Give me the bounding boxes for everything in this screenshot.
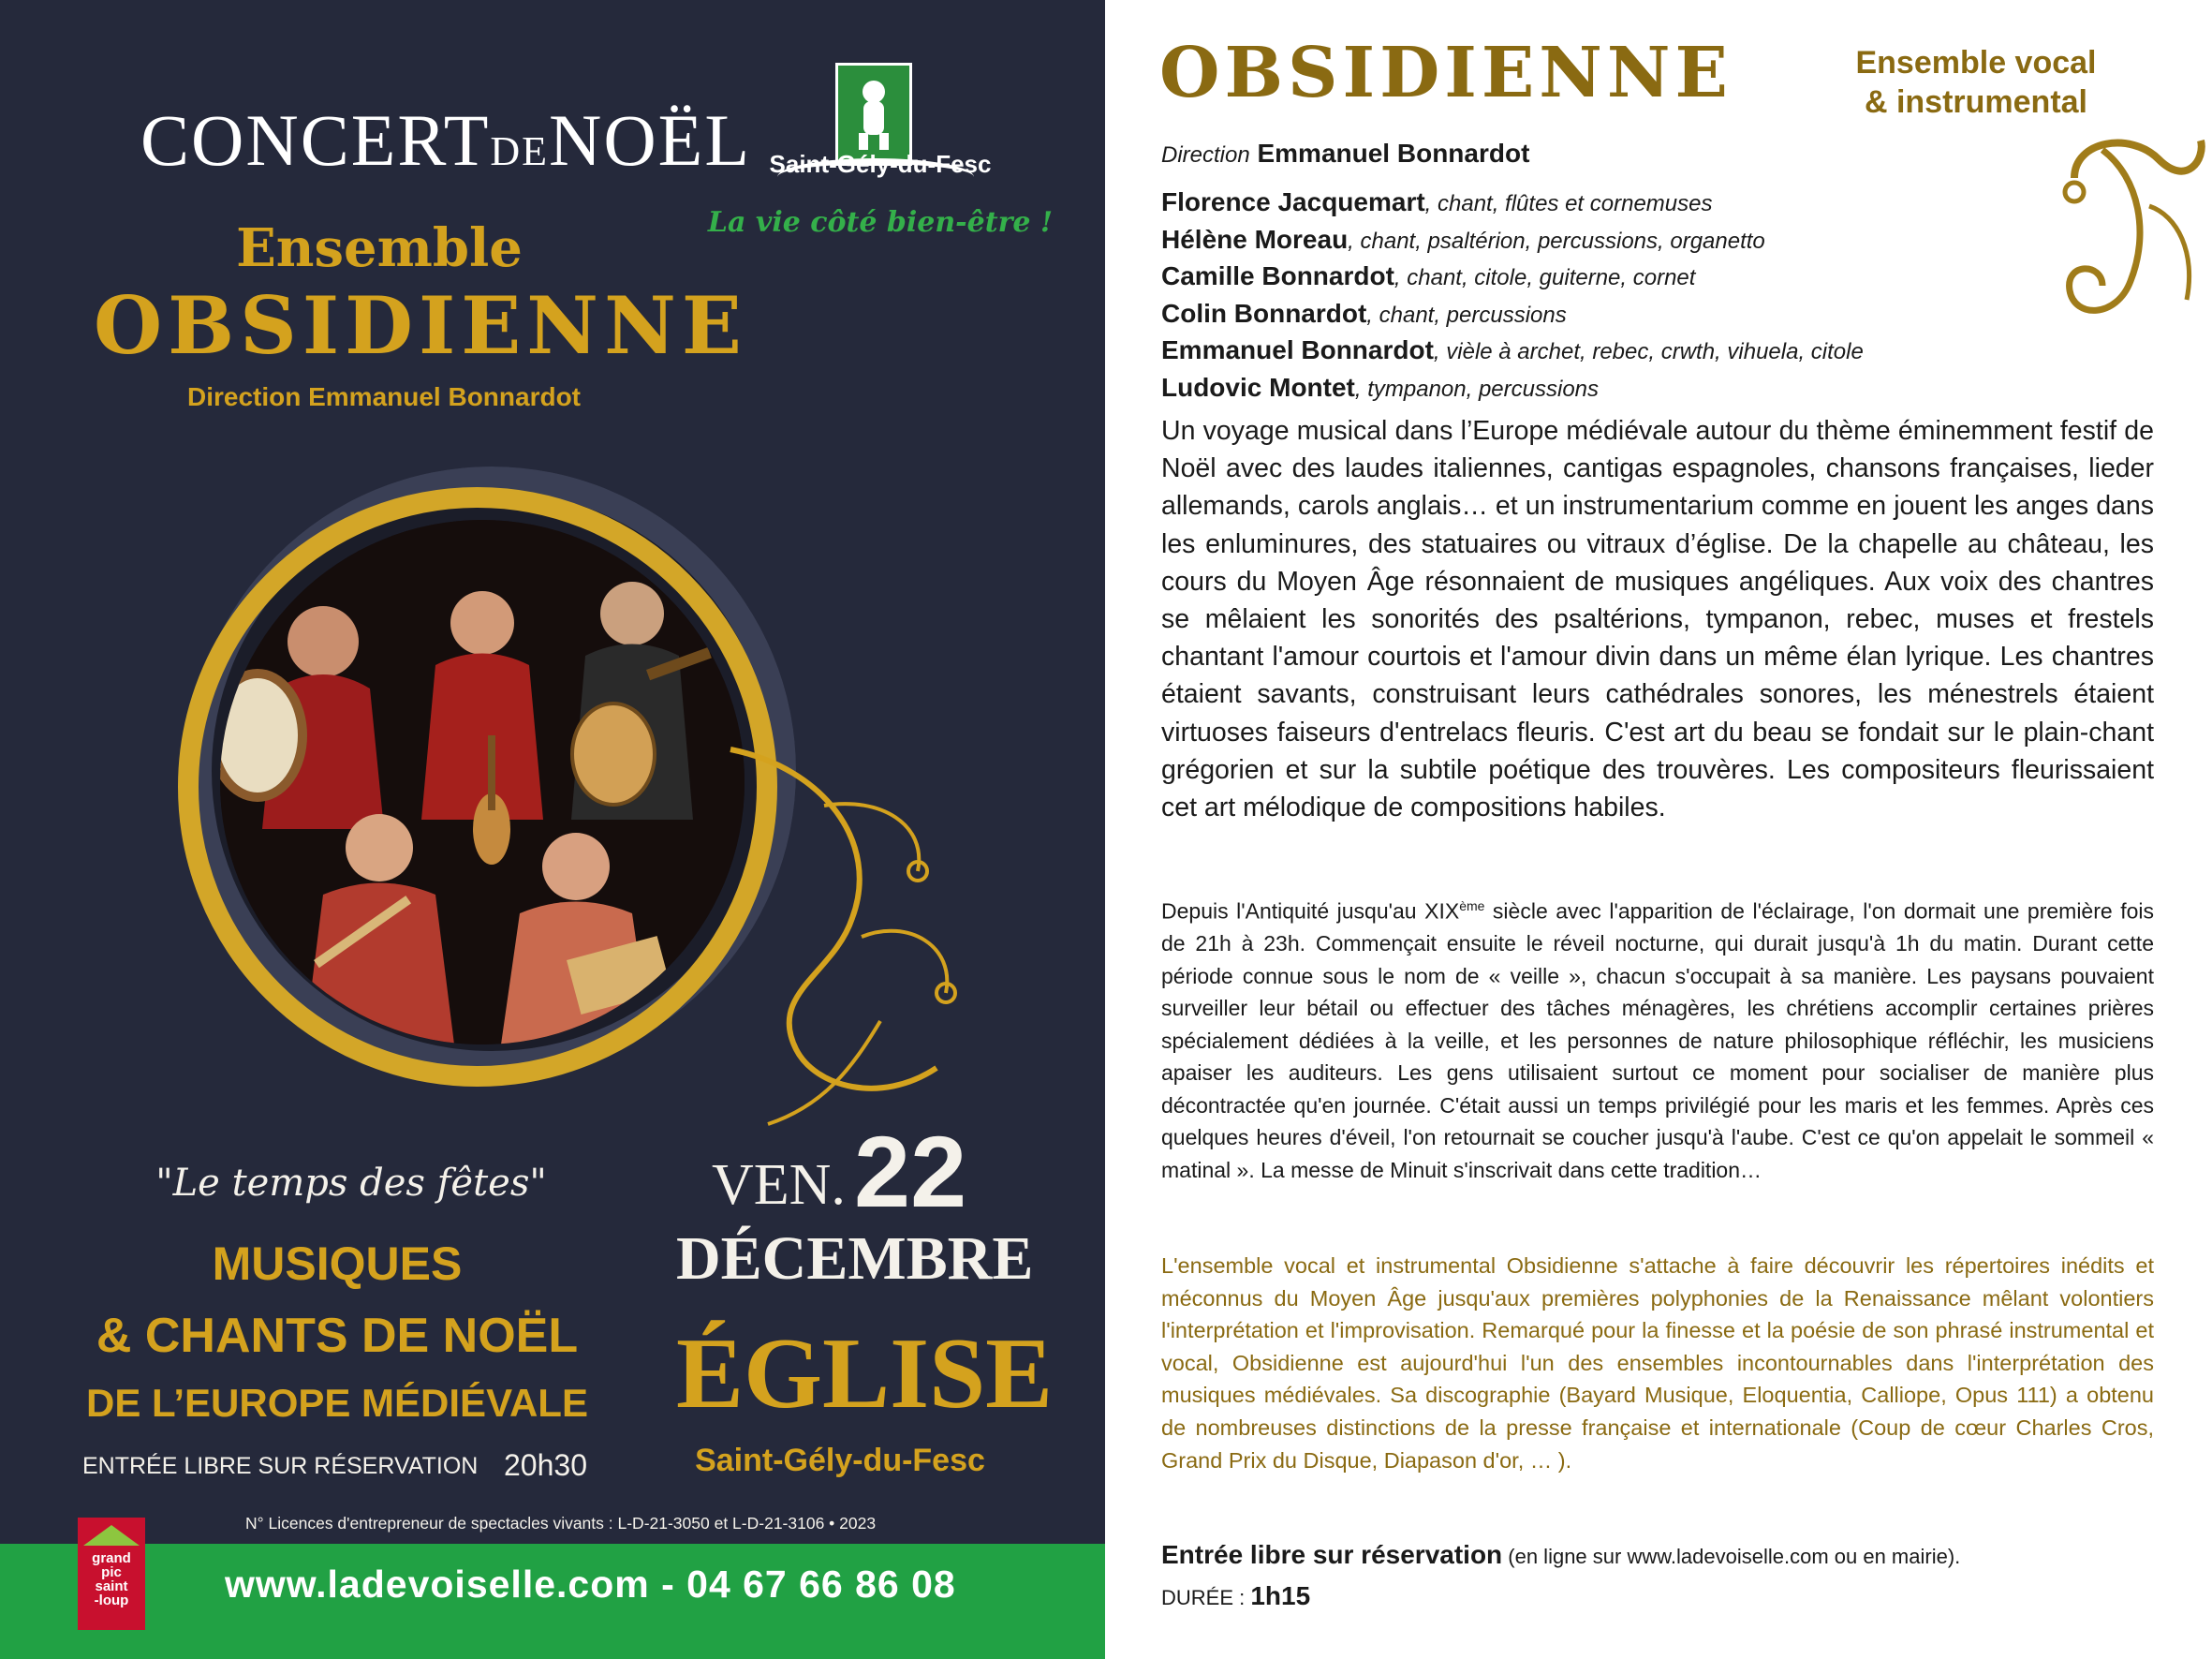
description-paragraph: Un voyage musical dans l’Europe médiévale autour du thème éminemment festif de Noël avec des laudes italiennes, cantigas espagnoles, chansons françaises, lieder allemands, carols anglais… et un instrumentarium comme en jouent les anges dans les enluminures, des statuaires ou vitraux d’église. De la chapelle au château, les cours du Moyen Âge résonnaient de musiques angéliques. Aux voix des chantres se mêlaient les sonorités des psaltérions, tympanon, rebec, muses et frestels chantant l'amour courtois et l'amour divin dans un même élan lyrique. Les chantres étaient savants, construisant leurs cathédrales sonores, les ménestrels étaient virtuoses faiseurs d'entrelacs fleuris. C'est art du beau se fondait sur le plain-chant grégorien et sur la subtile poétique des trouvères. Les compositeurs fleurissaient cet art mélodique de compositions habiles. (1161, 416, 2154, 823)
concert-title (140, 98, 751, 183)
town-name: Saint-Gély-du-Fesc (769, 150, 992, 178)
member-item: Emmanuel Bonnardot, vièle à archet, rebec, crwth, vihuela, citole (1161, 335, 1864, 365)
calligraphic-ornament-icon (2046, 122, 2210, 337)
member-item: Camille Bonnardot, chant, citole, guiterne, cornet (1161, 261, 1696, 291)
sponsor-logo-text: grand pic saint -loup (92, 1550, 131, 1608)
entry-detail: (en ligne sur www.ladevoiselle.com ou en mairie). (1502, 1545, 1961, 1568)
duration-info (1161, 1581, 1310, 1611)
music-line-2: & CHANTS DE NOËL (96, 1309, 579, 1363)
history-paragraph: Depuis l'Antiquité jusqu'au XIXème siècle avec l'apparition de l'éclairage, l'on dormait une première fois de 21h à 23h. Commençait ensuite le réveil nocturne, qui durait jusqu'à 1h du matin. Durant cette période connue sous le nom de « veille », chacun s'occupait à sa manière. Les paysans pouvaient surveiller leur bétail ou effectuer des tâches ménagères, les chrétiens accomplir certaines prières spécialement dédiées à la veille, et les personnes de nature philosophique réfléchir, les musiciens apaiser les auditeurs. Les gens utilisaient surtout ce moment pour socialiser de manière plus décontractée qu'en journée. C'était aussi un temps privilégié pour les maris et les femmes. Après ces quelques heures d'éveil, l'on retournait se coucher jusqu'à l'aube. C'est ce qu'on appelait le sommeil « matinal ». La messe de Minuit s'inscrivait dans cette tradition… (1161, 898, 2154, 1182)
duration-label: DURÉE : (1161, 1586, 1251, 1609)
member-item: Colin Bonnardot, chant, percussions (1161, 298, 1567, 328)
music-line-1: MUSIQUES (212, 1237, 463, 1290)
duration-value: 1h15 (1250, 1581, 1311, 1610)
direction-label: Direction (1161, 142, 1250, 168)
right-title: OBSIDIENNE (1159, 33, 1733, 113)
entry-info (1161, 1540, 1960, 1570)
music-line-3: DE L’EUROPE MÉDIÉVALE (86, 1381, 588, 1425)
date-month: DÉCEMBRE (676, 1224, 1034, 1293)
right-direction (1161, 139, 1529, 169)
member-item: Ludovic Montet, tympanon, percussions (1161, 372, 1600, 402)
sponsor-logo-roof-icon (83, 1525, 140, 1546)
entry-main: Entrée libre sur réservation (1161, 1540, 1503, 1569)
venue-town: Saint-Gély-du-Fesc (695, 1443, 985, 1478)
ensemble-paragraph: L'ensemble vocal et instrumental Obsidienne s'attache à faire découvrir les répertoires inédits et méconnus du Moyen Âge jusqu'aux premières polyphonies de la Renaissance mêlant volontiers l'interprétation et l'improvisation. Remarqué pour la finesse et la poésie de son phrasé instrumental et vocal, Obsidienne est aujourd'hui l'un des ensembles incontournables dans l'interprétation des musiques médiévales. Sa discographie (Bayard Musique, Eloquentia, Calliope, Opus 111) a obtenu de nombreuses distinctions de la presse française et internationale (Coup de cœur Charles Cros, Grand Prix du Disque, Diapason d'or, … ). (1161, 1253, 2154, 1473)
director-name: Emmanuel Bonnardot (1257, 139, 1530, 168)
concert-title-oncert: ONCERT (191, 99, 491, 181)
right-subtitle-line-2: & instrumental (1864, 84, 2088, 120)
member-item: Hélène Moreau, chant, psaltérion, percussions, organetto (1161, 224, 1765, 254)
entry-notice: ENTRÉE LIBRE SUR RÉSERVATION (82, 1453, 479, 1479)
program-title: "Le temps des fêtes" (155, 1162, 547, 1205)
footer-contact[interactable]: www.ladevoiselle.com - 04 67 66 86 08 (225, 1563, 956, 1606)
ensemble-label: Ensemble (236, 217, 523, 279)
sponsor-logo (78, 1518, 145, 1630)
member-item: Florence Jacquemart, chant, flûtes et cornemuses (1161, 187, 1713, 216)
right-subtitle-line-1: Ensemble vocal (1855, 45, 2097, 81)
licence-text: N° Licences d'entrepreneur de spectacles vivants : L-D-21-3050 et L-D-21-3106 • 2023 (245, 1514, 877, 1533)
venue-name: ÉGLISE (676, 1318, 1054, 1429)
ensemble-name: OBSIDIENNE (94, 279, 747, 372)
members-list (1161, 185, 2060, 407)
town-tagline: La vie côté bien-être ! (707, 206, 1054, 239)
date-day: VEN. (712, 1153, 846, 1217)
concert-time: 20h30 (504, 1448, 587, 1482)
right-subtitle (1779, 43, 2173, 122)
concert-title-c: C (140, 99, 192, 181)
musicians-illustration (220, 520, 745, 1044)
concert-title-noel: NOËL (549, 99, 751, 181)
date-number: 22 (854, 1115, 967, 1228)
ensemble-direction: Direction Emmanuel Bonnardot (186, 382, 582, 411)
concert-title-de: DE (490, 128, 550, 174)
poster-left-panel (0, 0, 1105, 1659)
gold-ornament-icon (712, 712, 1021, 1152)
ensemble-photo (220, 520, 745, 1044)
